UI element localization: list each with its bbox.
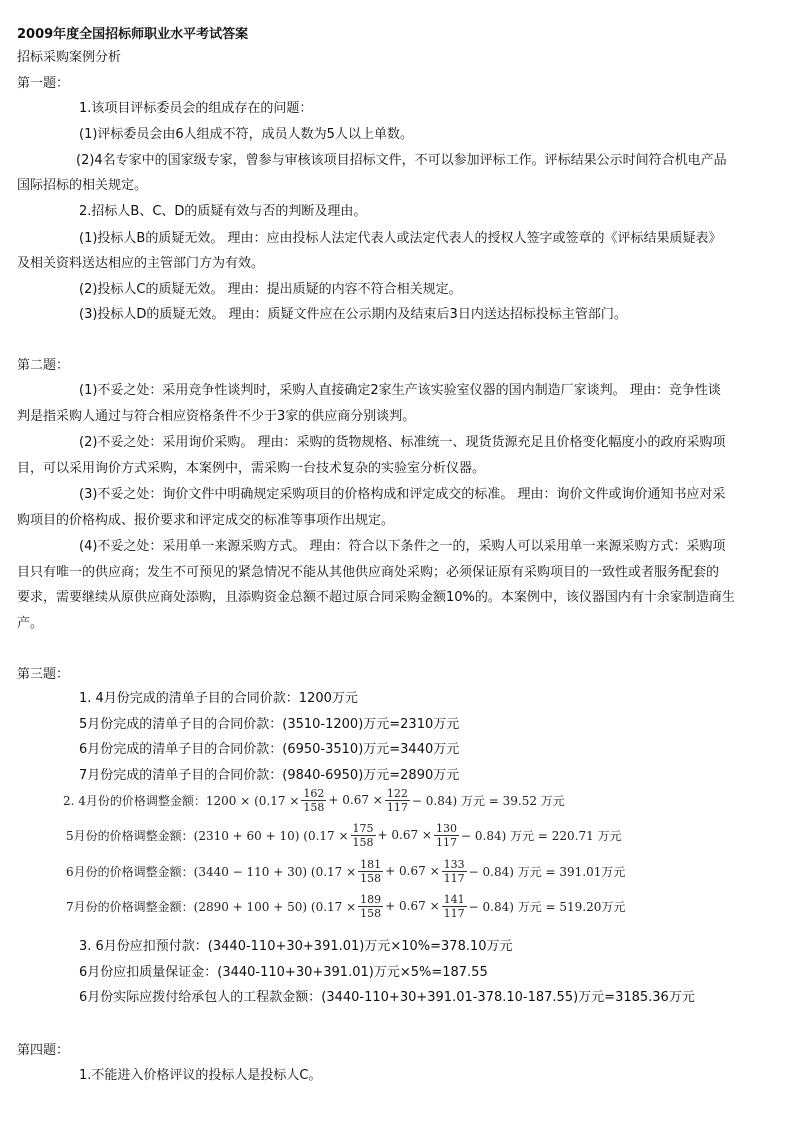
q1-paragraph: (1)投标人B的质疑无效。 理由：应由投标人法定代表人或法定代表人的授权人签字或签章的《评标结果质疑表》	[79, 231, 722, 246]
denominator: 117	[436, 835, 457, 849]
q3-line: 3. 6月份应扣预付款：(3440-110+30+391.01)万元×10%=378.10万元	[79, 939, 513, 954]
fraction	[442, 858, 467, 885]
q3-heading: 第三题：	[17, 667, 70, 682]
formula-text: + 0.67 ×	[377, 828, 432, 842]
q2-paragraph: (1)不妥之处：采用竞争性谈判时，采购人直接确定2家生产该实验室仪器的国内制造厂家谈判。 理由：竞争性谈	[79, 383, 721, 398]
fraction	[442, 893, 467, 920]
fraction	[358, 893, 383, 920]
price-adjustment-formula	[66, 815, 622, 855]
formula-text: − 0.84) 万元 = 39.52 万元	[411, 793, 565, 808]
q1-paragraph: 及相关资料送达相应的主管部门方为有效。	[17, 256, 265, 271]
formula-text: − 0.84) 万元 = 220.71 万元	[461, 828, 622, 843]
q2-paragraph: 要求，需要继续从原供应商处添购，且添购资金总额不超过原合同采购金额10%的。本案例中，该仪器国内有十余家制造商生	[17, 590, 735, 605]
formula-text: + 0.67 ×	[328, 793, 383, 807]
q2-paragraph: 购项目的价格构成、报价要求和评定成交的标准等事项作出规定。	[17, 513, 395, 528]
q1-paragraph: (2)投标人C的质疑无效。 理由：提出质疑的内容不符合相关规定。	[79, 282, 462, 297]
q3-line: 6月份完成的清单子目的合同价款：(6950-3510)万元=3440万元	[79, 742, 460, 757]
price-adjustment-formula	[66, 886, 625, 926]
q3-line: 6月份实际应拨付给承包人的工程款金额：(3440-110+30+391.01-378.10-187.55)万元=3185.36万元	[79, 990, 695, 1005]
document-subtitle: 招标采购案例分析	[17, 50, 122, 65]
formula-text: 6月份的价格调整金额：(3440 − 110 + 30) (0.17 ×	[66, 864, 357, 879]
q2-paragraph: (2)不妥之处：采用询价采购。 理由：采购的货物规格、标准统一、现货货源充足且价格变化幅度小的政府采购项	[79, 435, 726, 450]
q2-heading: 第二题：	[17, 358, 70, 373]
numerator: 130	[436, 821, 457, 835]
formula-text: 7月份的价格调整金额：(2890 + 100 + 50) (0.17 ×	[66, 899, 357, 914]
q4-line: 1.不能进入价格评议的投标人是投标人C。	[79, 1068, 322, 1083]
formula-text: + 0.67 ×	[385, 864, 440, 878]
formula-text: − 0.84) 万元 = 391.01万元	[468, 864, 626, 879]
q1-paragraph: 国际招标的相关规定。	[17, 178, 148, 193]
price-adjustment-formula	[66, 851, 625, 891]
q2-paragraph: 判是指采购人通过与符合相应资格条件不少于3家的供应商分别谈判。	[17, 409, 416, 424]
denominator: 117	[386, 800, 408, 814]
price-adjustment-formula	[63, 780, 565, 820]
fraction	[434, 822, 459, 849]
numerator: 175	[352, 821, 374, 835]
fraction	[358, 858, 383, 885]
q1-paragraph: (3)投标人D的质疑无效。 理由：质疑文件应在公示期内及结束后3日内送达招标投标主管部门。	[79, 307, 627, 322]
fraction	[301, 787, 326, 814]
formula-text: 5月份的价格调整金额：(2310 + 60 + 10) (0.17 ×	[66, 828, 349, 843]
numerator: 133	[443, 857, 465, 871]
q2-paragraph: 产。	[17, 616, 44, 631]
fraction	[385, 787, 410, 814]
fraction	[351, 822, 376, 849]
q3-line: 6月份应扣质量保证金：(3440-110+30+391.01)万元×5%=187.55	[79, 965, 488, 980]
q3-line: 7月份完成的清单子目的合同价款：(9840-6950)万元=2890万元	[79, 768, 460, 783]
q2-paragraph: 目只有唯一的供应商；发生不可预见的紧急情况不能从其他供应商处采购；必须保证原有采购项目的一致性或者服务配套的	[17, 565, 720, 580]
formula-text: 2. 4月份的价格调整金额：1200 × (0.17 ×	[63, 793, 300, 808]
q3-line: 5月份完成的清单子目的合同价款：(3510-1200)万元=2310万元	[79, 717, 460, 732]
denominator: 158	[360, 906, 382, 920]
document-title: 2009年度全国招标师职业水平考试答案	[17, 27, 249, 42]
numerator: 189	[360, 892, 382, 906]
formula-text: + 0.67 ×	[385, 899, 440, 913]
q1-paragraph: (2)4名专家中的国家级专家，曾参与审核该项目招标文件，不可以参加评标工作。评标结果公示时间符合机电产品	[76, 153, 727, 168]
q4-heading: 第四题：	[17, 1043, 70, 1058]
numerator: 141	[443, 892, 465, 906]
q1-paragraph: 1.该项目评标委员会的组成存在的问题：	[79, 101, 313, 116]
q2-paragraph: 目，可以采用询价方式采购，本案例中，需采购一台技术复杂的实验室分析仪器。	[17, 461, 486, 476]
denominator: 117	[443, 906, 465, 920]
q2-paragraph: (4)不妥之处：采用单一来源采购方式。 理由：符合以下条件之一的，采购人可以采用单一来源采购方式：采购项	[79, 539, 726, 554]
numerator: 122	[386, 786, 408, 800]
q1-paragraph: 2.招标人B、C、D的质疑有效与否的判断及理由。	[79, 204, 367, 219]
q2-paragraph: (3)不妥之处：询价文件中明确规定采购项目的价格构成和评定成交的标准。 理由：询价文件或询价通知书应对采	[79, 487, 726, 502]
q1-paragraph: (1)评标委员会由6人组成不符，成员人数为5人以上单数。	[79, 127, 413, 142]
denominator: 117	[443, 871, 465, 885]
denominator: 158	[303, 800, 325, 814]
q3-line: 1. 4月份完成的清单子目的合同价款：1200万元	[79, 691, 358, 706]
q1-heading: 第一题：	[17, 76, 70, 91]
denominator: 158	[352, 835, 374, 849]
formula-text: − 0.84) 万元 = 519.20万元	[468, 899, 626, 914]
denominator: 158	[360, 871, 382, 885]
numerator: 162	[303, 786, 325, 800]
numerator: 181	[360, 857, 382, 871]
